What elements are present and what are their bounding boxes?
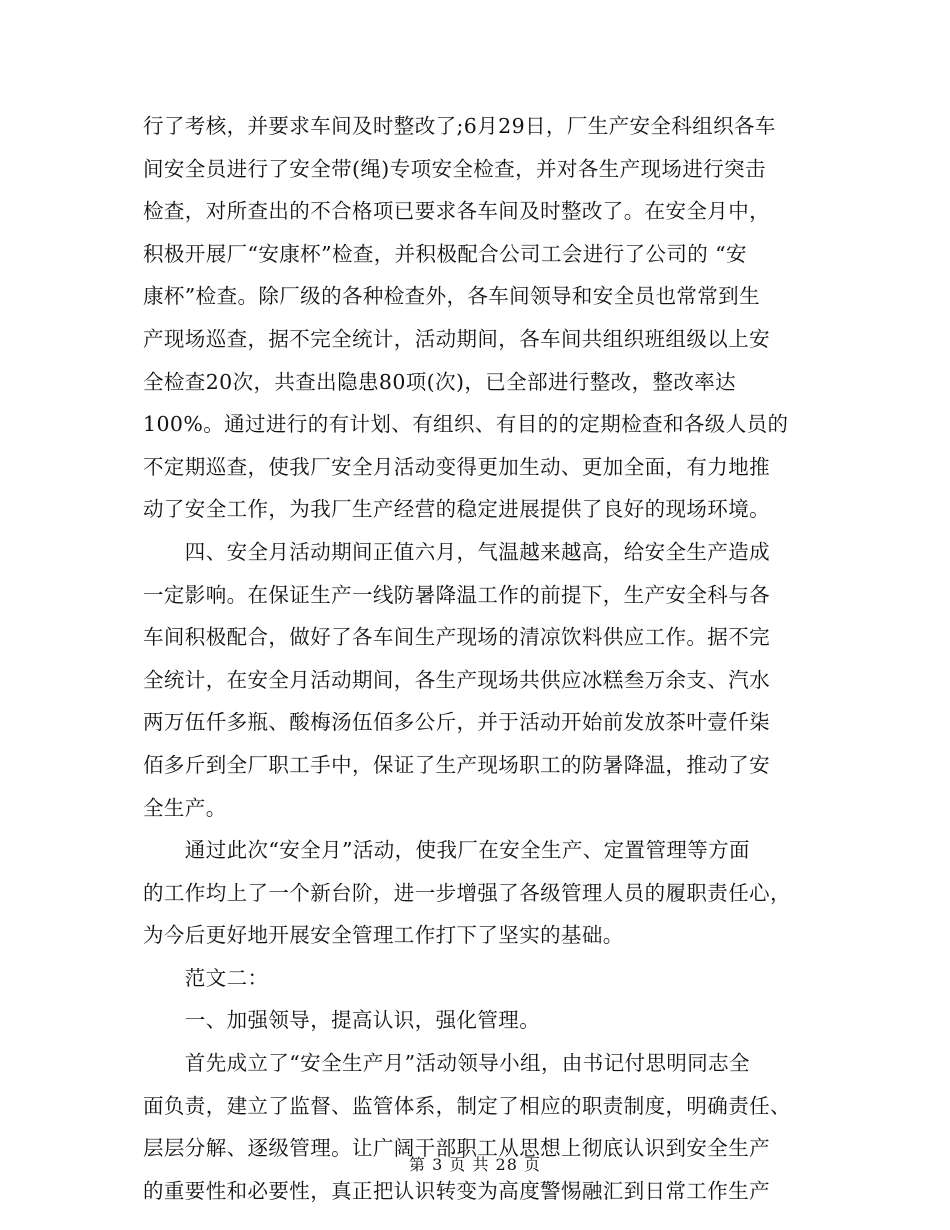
text-line: 100%。通过进行的有计划、有组织、有目的的定期检查和各级人员的 <box>143 412 789 437</box>
text-line: 间安全员进行了安全带(绳)专项安全检查，并对各生产现场进行突击 <box>143 156 766 181</box>
text-line: 两万伍仟多瓶、酸梅汤伍佰多公斤，并于活动开始前发放茶叶壹仟柒 <box>143 710 770 735</box>
text-line: 的重要性和必要性，真正把认识转变为高度警惕融汇到日常工作生产 <box>143 1178 770 1203</box>
text-line: 的工作均上了一个新台阶，进一步增强了各级管理人员的履职责任心， <box>143 880 791 905</box>
text-line: 为今后更好地开展安全管理工作打下了坚实的基础。 <box>143 923 624 948</box>
text-line: 通过此次“安全月”活动，使我厂在安全生产、定置管理等方面 <box>143 838 750 863</box>
text-line: 积极开展厂“安康杯”检查，并积极配合公司工会进行了公司的 “安 <box>143 241 747 266</box>
body-text <box>143 105 808 1212</box>
text-line: 检查，对所查出的不合格项已要求各车间及时整改了。在安全月中， <box>143 199 770 224</box>
text-line: 行了考核，并要求车间及时整改了;6月29日，厂生产安全科组织各车 <box>143 114 776 138</box>
text-line: 全生产。 <box>143 795 227 820</box>
text-line: 康杯”检查。除厂级的各种检查外，各车间领导和安全员也常常到生 <box>143 284 760 309</box>
text-line: 层层分解、逐级管理。让广阔干部职工从思想上彻底认识到安全生产 <box>143 1136 770 1161</box>
page-footer: 第 3 页 共 28 页 <box>409 1155 541 1174</box>
text-line: 全统计，在安全月活动期间，各生产现场共供应冰糕叁万余支、汽水 <box>143 667 770 692</box>
text-line: 车间积极配合，做好了各车间生产现场的清凉饮料供应工作。据不完 <box>143 625 770 650</box>
text-line: 不定期巡查，使我厂安全月活动变得更加生动、更加全面，有力地推 <box>143 454 770 479</box>
text-line: 动了安全工作，为我厂生产经营的稳定进展提供了良好的现场环境。 <box>143 497 770 522</box>
text-line: 面负责，建立了监督、监管体系，制定了相应的职责制度，明确责任、 <box>143 1093 791 1118</box>
text-line: 首先成立了“安全生产月”活动领导小组，由书记付思明同志全 <box>143 1051 750 1076</box>
text-line: 一定影响。在保证生产一线防暑降温工作的前提下，生产安全科与各 <box>143 582 770 607</box>
text-line: 全检查20次，共查出隐患80项(次)，已全部进行整改，整改率达 <box>143 369 737 394</box>
text-line: 四、安全月活动期间正值六月，气温越来越高，给安全生产造成 <box>143 539 770 564</box>
text-line: 佰多斤到全厂职工手中，保证了生产现场职工的防暑降温，推动了安 <box>143 752 770 777</box>
text-line: 范文二： <box>143 965 269 990</box>
text-line: 产现场巡查，据不完全统计，活动期间，各车间共组织班组级以上安 <box>143 326 770 351</box>
text-line: 一、加强领导，提高认识，强化管理。 <box>143 1008 541 1033</box>
